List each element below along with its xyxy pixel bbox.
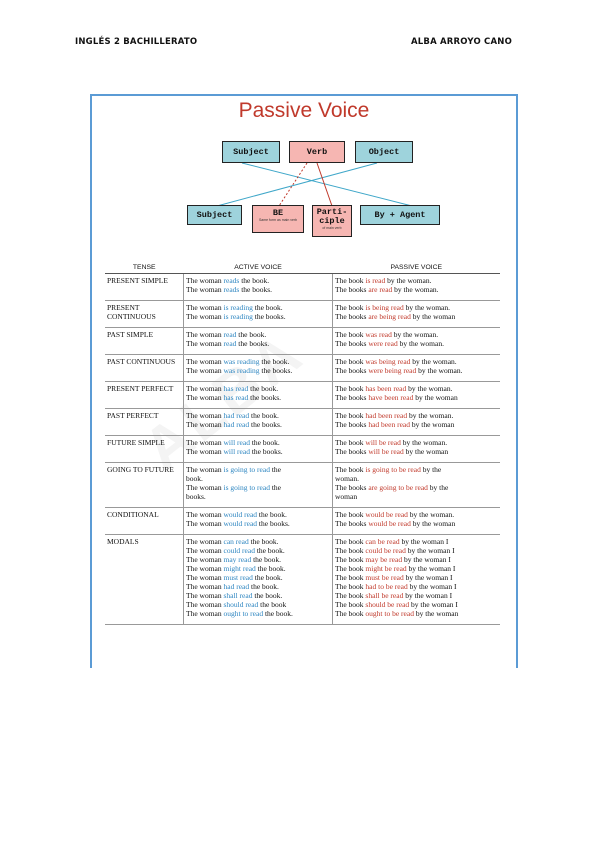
active-verb-form: had read [223, 420, 250, 429]
passive-voice-cell [333, 355, 501, 382]
sentence-text: The book [335, 582, 366, 591]
active-voice-cell [184, 463, 333, 508]
passive-voice-cell [333, 382, 501, 409]
active-sentence [186, 420, 330, 429]
passive-sentence [335, 591, 498, 600]
active-voice-cell [184, 409, 333, 436]
sentence-text: The book [335, 546, 366, 555]
tense-name: PAST SIMPLE [105, 328, 184, 355]
sentence-text: The book [335, 564, 366, 573]
active-verb-form: read [223, 330, 237, 339]
sentence-text: the books. [259, 366, 293, 375]
sentence-text: book. [186, 474, 203, 483]
active-verb-form: must read [223, 573, 253, 582]
passive-verb-form: would be read [365, 510, 408, 519]
tense-name: CONDITIONAL [105, 508, 184, 535]
diagram-participle-label: Parti-ciple [316, 207, 348, 226]
sentence-text: The woman [186, 330, 224, 339]
active-sentence [186, 600, 330, 609]
active-sentence [186, 285, 330, 294]
sentence-text: The woman [186, 510, 224, 519]
sentence-text: by the woman [413, 393, 458, 402]
sentence-text: The book [335, 411, 366, 420]
sentence-text: the book. [248, 537, 279, 546]
sentence-text: by the [420, 465, 442, 474]
passive-sentence [335, 546, 498, 555]
active-verb-form: can read [223, 537, 249, 546]
sentence-text: books. [186, 492, 206, 501]
active-sentence [186, 510, 330, 519]
sentence-text: the book. [252, 573, 283, 582]
passive-sentence [335, 537, 498, 546]
sentence-text: The book [335, 303, 366, 312]
passive-sentence [335, 366, 498, 375]
sentence-text: The book [335, 438, 366, 447]
passive-verb-form: may be read [365, 555, 403, 564]
passive-verb-form: had been read [365, 411, 408, 420]
sentence-text: The book [335, 555, 366, 564]
passive-voice-cell [333, 436, 501, 463]
active-verb-form: could read [223, 546, 255, 555]
table-row [105, 535, 500, 625]
table-row [105, 355, 500, 382]
sentence-text: The woman [186, 546, 224, 555]
sentence-text: the books. [248, 393, 281, 402]
sentence-text: The books [335, 483, 369, 492]
active-sentence [186, 465, 330, 474]
active-sentence [186, 438, 330, 447]
active-voice-cell [184, 535, 333, 625]
passive-voice-cell [333, 409, 501, 436]
header-tense: TENSE [105, 262, 184, 274]
sentence-text: the book. [254, 546, 285, 555]
header-passive: PASSIVE VOICE [333, 262, 501, 274]
sentence-text: the book. [249, 438, 280, 447]
sentence-text: The books [335, 420, 369, 429]
sentence-text: the book. [239, 276, 270, 285]
active-sentence [186, 519, 330, 528]
passive-voice-cell [333, 535, 501, 625]
sentence-text: the books. [236, 339, 270, 348]
sentence-text: by the woman I [403, 591, 453, 600]
passive-sentence [335, 492, 498, 501]
sentence-text: by the woman. [403, 303, 450, 312]
sentence-text: the book. [255, 564, 286, 573]
passive-sentence [335, 519, 498, 528]
sentence-text: The books [335, 339, 369, 348]
sentence-text: by the woman. [410, 357, 457, 366]
table-row [105, 274, 500, 301]
sentence-text: The woman [186, 465, 224, 474]
sentence-text: The woman [186, 411, 224, 420]
sentence-text: The woman [186, 357, 224, 366]
active-sentence [186, 546, 330, 555]
sentence-text: the book. [259, 357, 290, 366]
sentence-text: the book. [249, 411, 279, 420]
active-sentence [186, 609, 330, 618]
active-sentence [186, 312, 330, 321]
active-verb-form: shall read [223, 591, 253, 600]
sentence-text: by the woman [403, 447, 449, 456]
passive-sentence [335, 357, 498, 366]
passive-verb-form: is going to be read [365, 465, 421, 474]
active-verb-form: reads [223, 276, 240, 285]
sentence-text: by the woman I [406, 564, 456, 573]
sentence-text: The book [335, 609, 366, 618]
sentence-text: The woman [186, 384, 224, 393]
sentence-text: The woman [186, 555, 224, 564]
sentence-text: by the woman I [407, 582, 457, 591]
passive-sentence [335, 447, 498, 456]
diagram-by-agent: By + Agent [360, 205, 440, 225]
sentence-text: by the woman I [405, 546, 455, 555]
tense-name: PAST PERFECT [105, 409, 184, 436]
active-verb-form: was reading [223, 366, 260, 375]
active-voice-cell [184, 436, 333, 463]
sentence-text: The books [335, 366, 369, 375]
tense-name: FUTURE SIMPLE [105, 436, 184, 463]
passive-verb-form: was being read [365, 357, 411, 366]
sentence-text: The books [335, 393, 369, 402]
sentence-text: woman [335, 492, 358, 501]
diagram-subject-active: Subject [222, 141, 280, 163]
passive-verb-form: should be read [365, 600, 410, 609]
sentence-text: the [269, 465, 281, 474]
passive-voice-cell [333, 274, 501, 301]
diagram-verb: Verb [289, 141, 345, 163]
sentence-text: The books [335, 312, 369, 321]
passive-sentence [335, 276, 498, 285]
passive-sentence [335, 609, 498, 618]
passive-verb-form: shall be read [365, 591, 404, 600]
sentence-text: The books [335, 447, 369, 456]
sentence-text: the books. [249, 447, 283, 456]
passive-verb-form: will be read [368, 447, 404, 456]
passive-verb-form: could be read [365, 546, 406, 555]
sentence-text: The woman [186, 609, 224, 618]
active-verb-form: has read [223, 384, 249, 393]
passive-sentence [335, 285, 498, 294]
sentence-text: The book [335, 465, 366, 474]
sentence-text: by the woman. [407, 411, 454, 420]
active-sentence [186, 447, 330, 456]
diagram-connectors [92, 96, 516, 246]
sentence-text: The woman [186, 591, 224, 600]
sentence-text: The books [335, 285, 369, 294]
active-voice-cell [184, 328, 333, 355]
sentence-text: by the woman. [392, 285, 439, 294]
sentence-text: the book. [263, 609, 293, 618]
header-active: ACTIVE VOICE [184, 262, 333, 274]
active-verb-form: is reading [223, 303, 253, 312]
passive-verb-form: were being read [368, 366, 417, 375]
active-verb-form: is going to read [223, 465, 270, 474]
active-voice-cell [184, 508, 333, 535]
active-voice-cell [184, 274, 333, 301]
sentence-text: The book [335, 384, 366, 393]
passive-verb-form: were read [368, 339, 398, 348]
passive-sentence [335, 510, 498, 519]
sentence-text: The books [335, 519, 369, 528]
active-verb-form: read [223, 339, 237, 348]
active-sentence [186, 537, 330, 546]
sentence-text: The book [335, 510, 366, 519]
active-verb-form: might read [223, 564, 256, 573]
diagram-be [252, 205, 304, 233]
passive-verb-form: is read [365, 276, 386, 285]
active-verb-form: should read [223, 600, 259, 609]
active-sentence [186, 573, 330, 582]
passive-verb-form: have been read [368, 393, 414, 402]
passive-verb-form: has been read [365, 384, 407, 393]
table-header-row [105, 262, 500, 274]
active-sentence [186, 303, 330, 312]
passive-sentence [335, 393, 498, 402]
passive-sentence [335, 411, 498, 420]
passive-voice-cell [333, 328, 501, 355]
table-row [105, 328, 500, 355]
active-sentence [186, 564, 330, 573]
active-sentence [186, 393, 330, 402]
sentence-text: The woman [186, 393, 224, 402]
passive-verb-form: is being read [365, 303, 404, 312]
active-verb-form: ought to read [223, 609, 264, 618]
passive-sentence [335, 465, 498, 474]
passive-sentence [335, 564, 498, 573]
tense-name: GOING TO FUTURE [105, 463, 184, 508]
sentence-text: The book [335, 330, 366, 339]
sentence-text: The woman [186, 537, 224, 546]
passive-sentence [335, 384, 498, 393]
passive-sentence [335, 483, 498, 492]
sentence-text: The book [335, 600, 366, 609]
infographic-title: Passive Voice [238, 99, 370, 122]
sentence-text: The woman [186, 519, 224, 528]
passive-verb-form: ought to be read [365, 609, 414, 618]
table-row [105, 463, 500, 508]
sentence-text: the book. [252, 591, 283, 600]
sentence-text: The woman [186, 573, 224, 582]
sentence-text: by the woman [413, 609, 459, 618]
diagram-subject-passive: Subject [187, 205, 242, 225]
sentence-text: by the woman I [402, 555, 451, 564]
header-course: INGLÉS 2 BACHILLERATO [75, 37, 198, 47]
active-sentence [186, 582, 330, 591]
sentence-text: by the woman. [400, 438, 448, 447]
sentence-text: by the woman [410, 312, 456, 321]
sentence-text: the books. [249, 420, 282, 429]
active-voice-cell [184, 382, 333, 409]
sentence-text: The woman [186, 447, 224, 456]
passive-voice-cell [333, 301, 501, 328]
active-sentence [186, 276, 330, 285]
tense-name: PRESENT SIMPLE [105, 274, 184, 301]
tense-name: MODALS [105, 535, 184, 625]
passive-verb-form: had been read [368, 420, 410, 429]
passive-verb-form: was read [365, 330, 392, 339]
passive-verb-form: might be read [365, 564, 407, 573]
active-verb-form: would read [223, 510, 258, 519]
passive-verb-form: had to be read [365, 582, 408, 591]
sentence-text: The book [335, 573, 366, 582]
tense-name: PRESENT CONTINUOUS [105, 301, 184, 328]
active-sentence [186, 483, 330, 492]
active-sentence [186, 591, 330, 600]
sentence-text: by the woman. [397, 339, 444, 348]
passive-sentence [335, 312, 498, 321]
table-row [105, 382, 500, 409]
active-voice-cell [184, 301, 333, 328]
sentence-text: by the woman. [385, 276, 432, 285]
active-verb-form: was reading [223, 357, 260, 366]
sentence-text: by the woman. [416, 366, 463, 375]
active-verb-form: will read [223, 447, 250, 456]
active-sentence [186, 339, 330, 348]
active-sentence [186, 411, 330, 420]
active-verb-form: had read [223, 411, 250, 420]
active-sentence [186, 366, 330, 375]
passive-sentence [335, 555, 498, 564]
passive-verb-form: are read [368, 285, 393, 294]
active-sentence [186, 330, 330, 339]
passive-verb-form: will be read [365, 438, 401, 447]
passive-verb-form: can be read [365, 537, 400, 546]
sentence-text: by the [427, 483, 449, 492]
active-verb-form: will read [223, 438, 250, 447]
passive-sentence [335, 573, 498, 582]
diagram-participle-note: of main verb [322, 226, 342, 230]
sentence-text: by the woman. [406, 384, 453, 393]
active-sentence [186, 384, 330, 393]
sentence-text: the books. [257, 519, 290, 528]
sentence-text: The woman [186, 303, 224, 312]
sentence-text: The woman [186, 438, 224, 447]
active-sentence [186, 492, 330, 501]
sentence-text: the books. [252, 312, 286, 321]
sentence-text: The book [335, 357, 366, 366]
sentence-text: the books. [239, 285, 273, 294]
sentence-text: by the woman. [407, 510, 455, 519]
tense-name: PRESENT PERFECT [105, 382, 184, 409]
header-author: ALBA ARROYO CANO [411, 37, 512, 47]
sentence-text: The woman [186, 420, 224, 429]
passive-verb-form: are going to be read [368, 483, 428, 492]
sentence-text: The book [335, 537, 366, 546]
sentence-text: by the woman [410, 519, 456, 528]
passive-sentence [335, 582, 498, 591]
passive-verb-form: must be read [365, 573, 404, 582]
table-row [105, 409, 500, 436]
passive-verb-form: are being read [368, 312, 411, 321]
active-verb-form: reads [223, 285, 240, 294]
active-verb-form: is reading [223, 312, 253, 321]
tense-table [105, 262, 500, 625]
active-verb-form: had read [223, 582, 250, 591]
sentence-text: by the woman. [391, 330, 439, 339]
sentence-text: The woman [186, 483, 224, 492]
sentence-text: The woman [186, 339, 224, 348]
active-sentence [186, 555, 330, 564]
diagram-be-note: Same form as main verb [258, 218, 298, 222]
passive-sentence [335, 600, 498, 609]
active-sentence [186, 474, 330, 483]
sentence-text: The woman [186, 366, 224, 375]
sentence-text: the [269, 483, 281, 492]
sentence-text: the book. [257, 510, 287, 519]
sentence-text: the book. [252, 303, 283, 312]
sentence-text: woman. [335, 474, 359, 483]
sentence-text: the book. [251, 555, 281, 564]
sentence-text: the book. [248, 384, 279, 393]
sentence-text: the book. [236, 330, 267, 339]
sentence-text: The woman [186, 600, 224, 609]
table-row [105, 508, 500, 535]
passive-sentence [335, 474, 498, 483]
sentence-text: The book [335, 276, 366, 285]
active-verb-form: is going to read [223, 483, 270, 492]
passive-voice-cell [333, 463, 501, 508]
diagram-object: Object [355, 141, 413, 163]
diagram-participle [312, 205, 352, 237]
passive-sentence [335, 420, 498, 429]
active-voice-cell [184, 355, 333, 382]
sentence-text: The woman [186, 564, 224, 573]
sentence-text: The book [335, 591, 366, 600]
passive-verb-form: would be read [368, 519, 411, 528]
diagram-be-label: BE [272, 208, 284, 218]
active-verb-form: has read [223, 393, 249, 402]
table-row [105, 436, 500, 463]
sentence-text: The woman [186, 276, 224, 285]
passive-voice-infographic [90, 94, 518, 668]
sentence-text: by the woman I [409, 600, 458, 609]
sentence-text: The woman [186, 582, 224, 591]
passive-sentence [335, 339, 498, 348]
active-sentence [186, 357, 330, 366]
passive-voice-cell [333, 508, 501, 535]
tense-name: PAST CONTINUOUS [105, 355, 184, 382]
sentence-text: the book. [249, 582, 279, 591]
table-row [105, 301, 500, 328]
active-verb-form: would read [223, 519, 258, 528]
passive-sentence [335, 330, 498, 339]
table-body [105, 274, 500, 625]
passive-sentence [335, 303, 498, 312]
sentence-text: by the woman I [403, 573, 453, 582]
sentence-text: by the woman [410, 420, 455, 429]
sentence-text: the book [258, 600, 287, 609]
passive-sentence [335, 438, 498, 447]
sentence-text: The woman [186, 312, 224, 321]
sentence-text: The woman [186, 285, 224, 294]
sentence-text: by the woman I [399, 537, 449, 546]
active-verb-form: may read [223, 555, 252, 564]
